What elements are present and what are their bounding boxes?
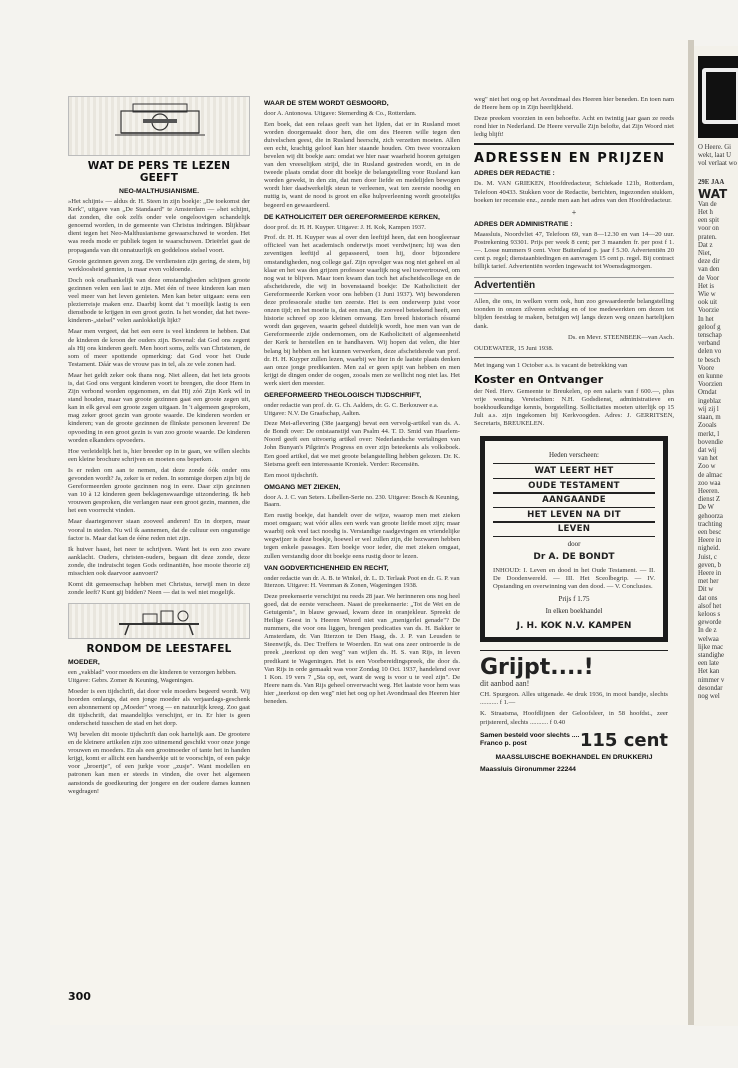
article-paragraph: Wij bevelen dit mooie tijdschrift dan ook hartelijk aan. De grootere en de kleinere artikelen zijn zoo uitnemend geschikt voor onze jonge vrouwen en moeders. En als een grootmoeder of tante het in handen krijgt, komt er allicht een handwerkje uit te voorschijn, of een pakje voor „broertje", of een jurkje voor „zusje". Want modellen en patronen kan men er steeds in vinden, die over het algemeen aanstonds de goedkeuring der jongere en der oudere dames kunnen wegdragen! [68, 730, 250, 795]
next-page-line: ook uit [698, 299, 718, 307]
next-page-line: staan, m [698, 414, 721, 422]
next-page-line: de almac [698, 471, 723, 479]
next-page-line: Het is [698, 282, 715, 290]
book-door: door [567, 539, 581, 548]
next-page-line: van het [698, 455, 718, 463]
next-page-line: Juist, c [698, 553, 717, 561]
next-page-lines [694, 201, 738, 701]
admin-address-heading: ADRES DER ADMINISTRATIE : [474, 220, 573, 228]
advertisements-heading: Advertentiën [474, 277, 674, 294]
article-paragraph: Prof. dr. H. H. Kuyper was al over den leeftijd heen, dat een hoogleeraar officieel van het academisch onderwijs moet verdwijnen; hij was den zeventigen leeftijd al gepasseerd, toen hij, door bijzondere omstandigheden, nog college gaf. Zijn opvolger was nog niet geheel en al klaar en het was den grijzen professor waarlijk nog wel toevertrouwd, om nog wat te blijven. Maar toen kwam dan toch het afscheidscollege en de afscheidsrede, die wij in bovenstaand boekje: De Katholiciteit der Gereformeerde Kerken voor ons hebben (1 Juni 1937). Wij bewonderen deze professorale studie ten zeerste. Het is een onderwerp juist voor onzen tijd; en het moeite is, dat een man, die zooveel beteekend heeft, een historie schreef op zoo kleinen omvang. Een breed historisch résumé wordt dan gegeven, waarin geheel duidelijk wordt, hoe men van van de Gereformeerde zijde ondernomen, om de Katholiciteit of algemeenheid der Kerk te herstellen en te handhaven. Wij hopen dat velen, die hier belang bij hebben en het kunnen verwerken, deze afscheidsrede van prof. dr. H. H. Kuyper zullen lezen, waarbij we hier in de laatste plaats denken aan onze jonge predikanten. Men zal er geen spijt van hebben en men krijgt de dingen onder de oogen, zooals men ze wellicht nog niet las. Het werk siert den meester. [264, 234, 460, 387]
reading-table-illustration [68, 603, 250, 639]
article-paragraph: Groote gezinnen geven zorg. De verdiensten zijn gering, de stem, bij werkloosheid gemten, is maar even voldoende. [68, 257, 250, 273]
next-page-line: Van de [698, 200, 717, 208]
divider [474, 357, 674, 358]
book-availability: In elken boekhandel [545, 607, 603, 616]
next-page-line: bovendie [698, 438, 723, 446]
next-page-line: geloof g [698, 323, 721, 331]
next-page-line: van den [698, 266, 720, 274]
column-right [474, 96, 674, 776]
next-page-line: Voorzien [698, 381, 723, 389]
next-page-line: nog wel [698, 693, 720, 700]
article-subheading: onder redactie van dr. A. B. te Winkel, dr. L. D. Terlaak Poot en dr. G. P. van Itterzon. Uitgave: H. Veenman & Zonen, Wageningen 1938. [264, 574, 460, 590]
next-page-line: gehoorza [698, 512, 723, 520]
editorial-address-text: Ds. M. VAN GRIEKEN, Hoofdredacteur, Schiekade 121b, Rotterdam, Telefoon 40433. Stukken voor de Redactie, berichten, ingezonden stukken, boeken ter recensie enz., zende men aan het adres van den Hoofdredacteur. [474, 180, 674, 204]
next-page-line: Het kan [698, 668, 720, 676]
offer-advertisement [480, 650, 668, 773]
next-page-line: Dit w [698, 586, 714, 594]
next-page-caption-line: vol verlaat wo [698, 160, 737, 168]
next-page-line: desondar [698, 684, 723, 692]
book-publisher: J. H. KOK N.V. KAMPEN [516, 621, 632, 632]
offer-combined: Samen besteld voor slechts .... [480, 732, 580, 740]
offer-item: CH. Spurgeon. Alles uitgenade. 4e druk 1936, in mooi bandje, slechts ........... f 1.— [480, 691, 668, 707]
next-page-line: Niet, [698, 250, 712, 258]
next-page-heading: WAT [698, 186, 728, 201]
article-paragraph: Maar daartegenover staan zooveel anderen! En in dorpen, maar vooral in steden. Nu wil ik aannemen, dat de cultuur een ongunstige factor is. Maar dat kan de ééne reden niet zijn. [68, 518, 250, 542]
thank-you-advert-text: Allen, die ons, in welken vorm ook, hun zoo gewaardeerde belangstelling toonden in onzen zilveren echtdag en of toe medewerkten om dezen tot blijden feestdag te maken, betuigen wij langs dezen weg onzen hartelijken dank. [474, 298, 674, 330]
article-heading-neo: NEO-MALTHUSIANISME. [119, 188, 199, 195]
article-paragraph: Is er reden om aan te nemen, dat deze zonde óók onder ons gevonden wordt? Ja, zeker is er reden. In sommige dorpen zijn bij de Gereformeerden groote gezinnen nog in eere. Daar zijn gezinnen van 10 à 12 kinderen geen beklagenswaardige uitzondering. Ik heb vrouwen gesproken, die verlangen naar een groot gezin, mannen, die het een voorrecht vinden. [68, 466, 251, 515]
article-paragraph: Hoe verleidelijk het is, hier breeder op in te gaan, we willen slechts een kleine brochure schrijven en moeten ons beperken. [68, 447, 250, 463]
next-page-line: een spit [698, 217, 719, 225]
section-title-reading: RONDOM DE LEESTAFEL [86, 643, 232, 656]
next-page-line: trachting [698, 520, 723, 528]
next-page-line: Zoo w [698, 463, 716, 471]
article-paragraph: Doch ook onafhankelijk van deze omstandigheden schijnen groote gezinnen velen een last te zijn. Met één of twee kinderen kan men veel meer van het leven genieten. Men kan beter uitgaan: eens een plezierreisje maken enz. Daarbij komt dat 't moeilijk lastig is een dienstbode te krijgen in een groot gezin. Is het wonder, dat het twee-kinderen-„stelsel" velen aanlokkelijk lijkt? [68, 276, 250, 325]
offer-shop-location: Maassluis Gironummer 22244 [480, 765, 576, 773]
page-number: 300 [68, 990, 91, 1003]
admin-address-text: Maassluis, Noordvliet 47, Telefoon 69, van 8—12.30 en van 14—20 uur. Postrekening 93301. Prijs per week 8 cent; per 3 maanden fr. per post f 1.—. Losse nummers 9 cent. Voor Buitenland p. jaar f 5.30. Advertentiën 20 cent p. regel; dienstaanbiedingen en aanvragen 15 cent p. regel. Bij contract billijk tarief. Advertentiën worden ingewacht tot Woensdagmorgen. [474, 230, 674, 271]
book-title-line: AANGAANDE [493, 492, 655, 508]
next-page-illustration [698, 56, 738, 138]
next-page-line: lijke mac [698, 643, 724, 651]
next-page-line: wij zij l [698, 405, 719, 413]
article-paragraph: Deze Mei-aflevering (38e jaargang) bevat een vervolg-artikel van ds. A. de Bondt over: De ontstaanstijd van Psalm 44. T. D. Smid van Haarlem-Noord geeft een uitvoerig artikel over: Nederlandsche vertalingen van John Bunyan's Pilgrim's Progress en over zijn beteekenis als volksboek. Een goed artikel, dat we met groote belangstelling hebben gelezen. Dr. K. Sietsma geeft een interessante Kroniek. Verder: Recensiën. [264, 420, 460, 468]
vacancy-intro: Met ingang van 1 October a.s. is vacant de betrekking van [474, 361, 628, 369]
article-subheading: door A. Antonowa. Uitgave: Stemerding & Co., Rotterdam. [264, 110, 417, 117]
offer-title: Grijpt....! [480, 655, 594, 681]
book-author: Dr A. DE BONDT [533, 551, 615, 562]
reading-table-icon [109, 606, 209, 636]
next-page-line: een late [698, 660, 719, 668]
next-page-line: zoo waa [698, 479, 721, 487]
article-paragraph: Maar het geldt zeker ook thans nog. Niet alleen, dat het iets groots is, dat God ons vergunt kinderen voort te brengen, die door Hem in Zijn verbond worden opgenomen, en dat Hij zóó Zijn Kerk wil in stand houden, maar van groote gezinnen gaat een groote zegen uit, kan in elk geval een groote zegen uitgaan. In 't algemeen gesproken, mag zeker groot gezin van groote waarde. De kinderen worden er kinderen; van de groote gezinnen de flinkste personen leveren! De opvoeding in een groot gezin is van zoo groote waarde. De kinderen worden elkanders opvoeders. [68, 371, 250, 444]
plus-ornament: + [571, 207, 577, 217]
article-paragraph: Komt dit gemeenschap hebben met Christus, terwijl men in deze zonde leeft? Kunt gij bidden? Neen — dat is wel niet mogelijk. [68, 581, 250, 597]
book-advertisement [480, 436, 668, 642]
column-middle [264, 96, 460, 709]
addresses-title: ADRESSEN EN PRIJZEN [474, 151, 666, 167]
next-page-line: nigheid. [698, 545, 721, 553]
next-page-line: Voore [698, 364, 715, 372]
next-page-line: delen vo [698, 348, 722, 356]
next-page-line: In de z [698, 627, 717, 635]
next-page-line: de Voor [698, 274, 720, 282]
vacancy-text: der Ned. Herv. Gemeente te Breukelen, op een salaris van f 600.—, plus vrije woning. Vereischten: N.H. Godsdienst, administratieve en boekhoudkundige kennis, borgstelling. Sollicitaties moeten uiterlijk op 15 Juli a.s. zijn ingekomen bij Kerkvoogden. Adres: J. GERRITSEN, Secretaris, BREUKELEN. [474, 387, 674, 428]
offer-item: K. Straatsma, Hoofdlijnen der Geloofsleer, in 58 hoofdst., zeer prijstererd, slechts ........... f 0.40 [480, 710, 668, 726]
offer-shop: MAASSLUISCHE BOEKHANDEL EN DRUKKERIJ [495, 753, 653, 761]
divider [474, 143, 674, 145]
thank-you-advert-signature: Ds. en Mevr. STEENBEEK—van Asch. [567, 333, 674, 341]
next-page-line: Wie w [698, 291, 716, 299]
next-page-line: praten. [698, 233, 717, 241]
article-paragraph: »Het schijnt« — aldus dr. H. Steen in zijn boekje: „De toekomst der Kerk", uitgave van „De Standaard" te Amsterdam — »het schijnt, dat zonden, die ook zelfs onder vele ongeloovigen schandelijk genoemd worden, in de gemeente van Christus indringen. Blijkbaar dient tegen het Neo-Malthusianisme gewaarschuwd te worden. Het was reeds mode er publiek tegen te waarschuwen. Drieërlei gaat de propaganda van dit onnatuurlijk en goddeloos stelsel voort. [68, 198, 250, 254]
next-page-line: In het [698, 315, 714, 323]
article-heading-omgang: OMGANG MET ZIEKEN, [264, 483, 341, 491]
printing-press-illustration [113, 101, 207, 137]
book-contents: INHOUD: I. Leven en dood in het Oude Testament. — II. De Doodenwereld. — III. Het Sceolbegrip. — IV. Opstanding en overwinning van den dood. — V. Conclusies. [493, 566, 655, 591]
article-paragraph: Een mooi tijdschrift. [264, 471, 319, 479]
next-page-line: dat ons [698, 594, 718, 602]
next-page-line: tenschap [698, 332, 722, 340]
article-paragraph: Moeder is een tijdschrift, dat door vele moeders begeerd wordt. Wij hoorden omlangs, dat een jonge moeder als verjaardags-geschenk een abonnement op „Moeder" vroeg — en natuurlijk kreeg. Zoo gaat dit tijdschrift, dat maandelijks verschijnt, er in. Er hier is geen onderscheid tusschen de stad en het dorp. [68, 687, 250, 727]
next-page-line: en kunne [698, 373, 723, 381]
article-heading-theologisch: GEREFORMEERD THEOLOGISCH TIJDSCHRIFT, [264, 392, 422, 399]
next-page-fragment [694, 46, 738, 1026]
next-page-caption-line: wekt, laat U [698, 152, 732, 160]
article-subheading: een „vakblad" voor moeders en die kinderen te verzorgen hebben. Uitgave: Gebrs. Zomer & Keuning, Wageningen. [68, 669, 237, 684]
article-paragraph: Ik huiver haast, het neer te schrijven. Want het is een zoo zware aanklacht. Ouders, christen-ouders, begaan dit deze zonde, deze zonde, die indruischt tegen Gods ordinantiën, hoe mooie theorie zij misschien ook daarvoor aanvoert? [68, 545, 250, 578]
next-page-line: keloos s [698, 610, 721, 618]
next-page-caption-line: O Heere. Gi [698, 144, 732, 151]
next-page-line: Heere in [698, 537, 722, 545]
article-paragraph: Een boek, dat een relaas geeft van het lijden, dat er in Rusland moet worden doorgemaakt door hen, die om des Heeren wille tegen den duivelschen geest, die in Rusland heerscht, zich verzetten moeten. Allen een echt, krachtig geloof kan hier staande houden. Om twee voorzaken bevelen wij dit boekje aan: omdat we hier naar waarheid hooren getuigen van den vreeselijken strijd, die in Rusland gestreden wordt, en in de tweede plaats omdat door dit boekje de belangstelling voor Rusland kan worden gewekt, in den zin, dat men door liefde en medelijden bewogen wordt hier daadwerkelijk steun te verleenen, wat ten zeerste noodig en nuttig is, want de nood is groot en elke hulpverleening wordt grootelijks begeerd en gewaardeerd. [264, 120, 460, 209]
book-title-line: OUDE TESTAMENT [493, 478, 655, 494]
next-page-line: voor on [698, 225, 719, 233]
article-paragraph: Maar men vergeet, dat het een eere is veel kinderen te hebben. Dat de kinderen de kroon der ouders zijn. Bovenal: dat God ons zegent als Hij ons kinderen geeft. Men hoort soms, zelfs van Christenen, de som of meer spottende opmerking: dat God voor het Oude Testament. Dáár was de vrouw pas in tel, als ze vele zonen had. [68, 328, 250, 368]
article-paragraph: Een rustig boekje, dat handelt over de wijze, waarop men met zieken moet omgaan; wat vóór alles een werk van groote liefde moet zijn; maar waarbij ook veel tact noodig is. Verstandige raadgevingen en vriendelijke wegwijzer is deze boekje, hoewel er wel zullen zijn, die bezwaren hebben tegen enkele passages. Een boekje voor ieder, die met zieken omgaat, zullen verstandig door dit boekje eens rustig door te lezen. [264, 512, 460, 560]
next-page-line: geworde [698, 619, 722, 627]
column-left [68, 96, 250, 799]
next-page-line: dat wij [698, 446, 717, 454]
next-page-line: standighe [698, 651, 725, 659]
editorial-address-heading: ADRES DER REDACTIE : [474, 170, 555, 178]
next-page-line: deze dir [698, 258, 720, 266]
book-title-line: LEVEN [493, 521, 655, 537]
next-page-line: Heeren. [698, 487, 720, 495]
article-subheading: door A. J. C. van Seters. Libellen-Serie no. 230. Uitgave: Bosch & Keuning, Baarn. [264, 493, 460, 509]
book-price: Prijs f 1.75 [558, 595, 590, 604]
next-page-line: een besc [698, 528, 722, 536]
next-page-line: geven, b [698, 561, 722, 569]
next-page-line: Dat z [698, 241, 713, 249]
offer-price: 115 cent [579, 729, 668, 751]
book-title-line: HET LEVEN NA DIT [493, 507, 655, 523]
next-page-line: merkt, l [698, 430, 720, 438]
next-page-line: nimmer v [698, 676, 725, 684]
article-subheading: onder redactie van prof. dr. G. Ch. Aalders, dr. G. C. Berkouwer e.a. Uitgave: N.V. De Graafschap, Aalten. [264, 402, 439, 417]
article-paragraph: weg" niet het oog op het Avondmaal des Heeren hier beneden. En toen nam de Heere hem op in Zijn heerlijkheid. [474, 96, 674, 112]
magazine-page [50, 40, 688, 1025]
next-page-line: met her [698, 578, 719, 586]
offer-price-row [480, 730, 668, 751]
next-page-line: welwaa [698, 635, 719, 643]
next-page-line: dienst Z [698, 496, 721, 504]
press-banner-illustration [68, 96, 250, 156]
next-page-line: Voorzie [698, 307, 720, 315]
next-page-date: 29E JAA [698, 178, 725, 186]
next-page-line: De W [698, 504, 714, 512]
next-page-line: Omdat [698, 389, 717, 397]
article-subheading: door prof. dr. H. H. Kuyper. Uitgave: J. H. Kok, Kampen 1937. [264, 223, 426, 231]
next-page-line: ingeblaz [698, 397, 722, 405]
next-page-line: Heere in [698, 569, 722, 577]
offer-subtitle: dit aanbod aan! [480, 679, 530, 689]
article-paragraph: Deze preekenserie verschijnt nu reeds 28 jaar. We herinneren ons nog heel goed, dat de eerste verscheen. Naast de preekenserie: „Tot de Wet en de Getuigenis", in blauw gewaad, kwam deze in oranjekleur. Spreekt de Heilige Geest in 's Heeren Woord niet van „menigerlei genade"? De nummers, die voor ons liggen, brengen predicaties van ds. H. Bakker te Amsterdam, dr. Van Itterzon te Den Haag, ds. J. P. van Leusden te Steenwijk, ds. Dec Treffers te Woerden. En wat ons zeer ontroerde is de preek „teerkost op den weg" van wijlen ds. H. S. van Rijs, in leven predikant te Wageningen. Het is een Voorbereidingspreek, die door ds. Van Rijs in orde gemaakt was voor Zondag 10 Oct. 1937, handelend over 1 Kon. 19 vers 7 „Sta op, eet, want de weg is voor u te veel zijn". De Heere nam ds. Van Rijs geheel onverwacht weg. Het laatste voor hem was hier „teerkost op den weg" niet het oog op het Avondmaal des Heeren hier beneden. [264, 592, 460, 705]
article-heading-stem: WAAR DE STEM WORDT GESMOORD, [264, 100, 389, 107]
article-heading-katholiciteit: DE KATHOLICITEIT DER GEREFORMEERDE KERKEN, [264, 213, 440, 221]
section-title-press: WAT DE PERS TE LEZEN GEEFT [87, 160, 231, 184]
thank-you-advert-place: OUDEWATER, 15 Juni 1938. [474, 344, 554, 352]
book-title-line: WAT LEERT HET [493, 463, 655, 479]
article-paragraph: Deze preeken voorzien in een behoefte. Acht en twintig jaar gaan ze reeds rond hier in Nederland. De Heere vervulle Zijn belofte, dat Zijn Woord niet ledig blijft! [474, 115, 674, 139]
article-heading-godvertichenheid: VAN GODVERTICHENHEID EN RECHT, [264, 564, 389, 572]
offer-postage: Franco p. post [480, 740, 527, 748]
next-page-line: Zooals [698, 422, 717, 430]
book-intro: Heden verscheen: [549, 451, 599, 460]
next-page-line: te besch [698, 356, 721, 364]
next-page-line: verband [698, 340, 720, 348]
vacancy-title: Koster en Ontvanger [474, 372, 604, 386]
article-heading-moeder: MOEDER, [68, 659, 100, 667]
next-page-line: alsof het [698, 602, 722, 610]
next-page-line: Het h [698, 209, 713, 217]
